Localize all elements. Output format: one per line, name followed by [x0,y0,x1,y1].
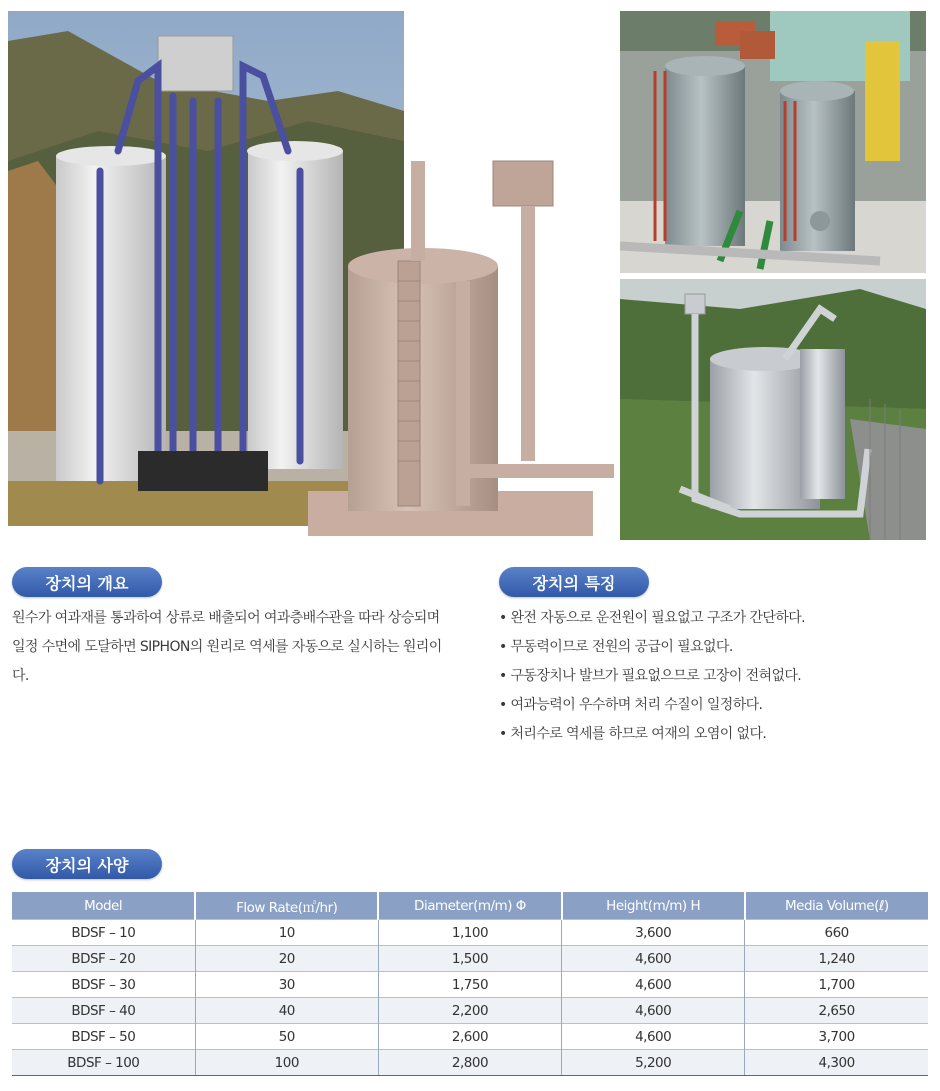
spec-section-title: 장치의 사양 [12,849,162,879]
feature-item: • 무동력이므로 전원의 공급이 필요없다. [499,639,733,655]
cell-media-volume: 4,300 [745,1050,928,1076]
main-equipment-photo [8,11,614,540]
cell-diameter: 2,200 [378,998,561,1024]
features-section-title: 장치의 특징 [499,567,649,597]
cell-flow-rate: 20 [195,946,378,972]
cell-model: BDSF – 50 [12,1024,195,1050]
table-row [12,1050,928,1076]
header-diameter: Diameter(m/m) Φ [378,892,561,920]
cell-diameter: 2,600 [378,1024,561,1050]
cell-height: 4,600 [562,998,745,1024]
header-media-volume: Media Volume(ℓ) [745,892,928,920]
table-header-row [12,892,928,920]
cell-media-volume: 2,650 [745,998,928,1024]
cell-model: BDSF – 30 [12,972,195,998]
cell-media-volume: 3,700 [745,1024,928,1050]
feature-item: • 처리수로 역세를 하므로 여재의 오염이 없다. [499,726,767,742]
overview-text: 원수가 여과재를 통과하여 상류로 배출되어 여과층배수관을 따라 상승되며 일정 수면에 도달하면 SIPHON의 원리로 역세를 자동으로 실시하는 원리이다. [12,610,442,684]
cell-diameter: 1,750 [378,972,561,998]
spec-table [12,892,928,1076]
cell-media-volume: 1,700 [745,972,928,998]
grey-tanks-photo [620,11,926,273]
feature-item: • 완전 자동으로 운전원이 필요없고 구조가 간단하다. [499,610,806,626]
overview-section-title: 장치의 개요 [12,567,162,597]
cell-height: 4,600 [562,972,745,998]
cell-height: 3,600 [562,920,745,946]
cell-model: BDSF – 10 [12,920,195,946]
feature-item: • 여과능력이 우수하며 처리 수질이 일정하다. [499,697,763,713]
cell-height: 4,600 [562,1024,745,1050]
cell-height: 4,600 [562,946,745,972]
feature-item: • 구동장치나 발브가 필요없으므로 고장이 전혀없다. [499,668,802,684]
cell-diameter: 1,500 [378,946,561,972]
cell-flow-rate: 10 [195,920,378,946]
features-list [499,604,919,749]
cell-height: 5,200 [562,1050,745,1076]
table-row [12,972,928,998]
table-row [12,998,928,1024]
cell-model: BDSF – 40 [12,998,195,1024]
cell-diameter: 1,100 [378,920,561,946]
cell-flow-rate: 100 [195,1050,378,1076]
header-model: Model [12,892,195,920]
cell-diameter: 2,800 [378,1050,561,1076]
table-row [12,920,928,946]
hillside-tank-photo [620,279,926,540]
cell-flow-rate: 30 [195,972,378,998]
table-row [12,946,928,972]
cell-model: BDSF – 20 [12,946,195,972]
cell-model: BDSF – 100 [12,1050,195,1076]
cell-flow-rate: 40 [195,998,378,1024]
cell-media-volume: 1,240 [745,946,928,972]
header-flow-rate: Flow Rate(㎥/hr) [195,892,378,920]
table-row [12,1024,928,1050]
cell-media-volume: 660 [745,920,928,946]
cell-flow-rate: 50 [195,1024,378,1050]
header-height: Height(m/m) H [562,892,745,920]
